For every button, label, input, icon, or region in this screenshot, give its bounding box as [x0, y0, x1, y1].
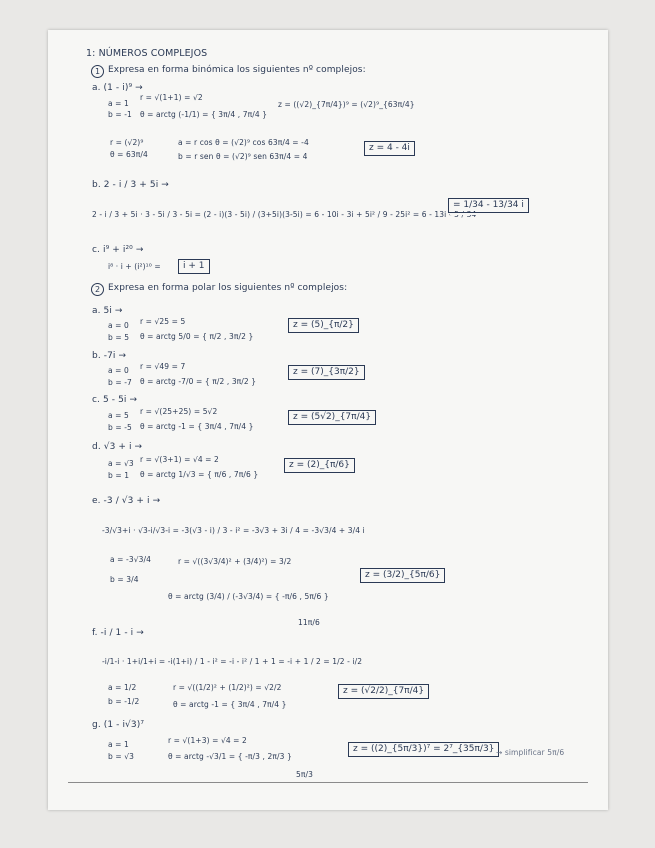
ex2e-b: b = 3/4 [110, 575, 139, 584]
ex2f-result-box: z = (√2/2)_{7π/4} [338, 684, 429, 699]
ex1c-heading: c. i⁹ + i²⁰ → [92, 245, 144, 255]
ex2b-modulus: r = √49 = 7 [140, 362, 186, 371]
ex1b-result-box: = 1/34 - 13/34 i [448, 198, 529, 213]
ex2a-heading: a. 5i → [92, 306, 123, 316]
ex2b-heading: b. -7i → [92, 351, 127, 361]
ex2b-a: a = 0 [108, 366, 129, 375]
ex2a-argument: θ = arctg 5/0 = { π/2 , 3π/2 } [140, 332, 254, 341]
ex2a-modulus: r = √25 = 5 [140, 317, 186, 326]
ex2b-result-box: z = (7)_{3π/2} [288, 365, 365, 380]
ex2g-heading: g. (1 - i√3)⁷ [92, 720, 145, 730]
ex2c-modulus: r = √(25+25) = 5√2 [140, 407, 218, 416]
ex2d-heading: d. √3 + i → [92, 442, 143, 452]
ex1a-polar-power: z = ((√2)_{7π/4})⁹ = (√2)⁹_{63π/4} [278, 100, 415, 109]
ex1a-theta: θ = 63π/4 [110, 150, 148, 159]
ex2e-modulus: r = √((3√3/4)² + (3/4)²) = 3/2 [178, 557, 292, 566]
ex2c-heading: c. 5 - 5i → [92, 395, 138, 405]
ex2f-a: a = 1/2 [108, 683, 137, 692]
ex2c-a: a = 5 [108, 411, 129, 420]
ex1a-real-part: a = r cos θ = (√2)⁹ cos 63π/4 = -4 [178, 138, 309, 147]
ex1c-work: i⁸ · i + (i²)¹⁰ = [108, 262, 161, 271]
ex2g-simplify-note: → simplificar 5π/6 [496, 748, 565, 757]
exercise-2-number: 2 [91, 283, 104, 296]
ex2g-result-box: z = ((2)_{5π/3})⁷ = 2⁷_{35π/3} [348, 742, 499, 757]
ex2f-modulus: r = √((1/2)² + (1/2)²) = √2/2 [173, 683, 282, 692]
exercise-2-instruction: Expresa en forma polar los siguientes nº complejos: [108, 283, 348, 293]
ex2c-b: b = -5 [108, 423, 132, 432]
page-bottom-rule [68, 782, 588, 783]
ex2e-argument: θ = arctg (3/4) / (-3√3/4) = { -π/6 , 5π/6 } [168, 592, 329, 601]
page-title: 1: NÚMEROS COMPLEJOS [86, 48, 208, 59]
ex2a-b: b = 5 [108, 333, 130, 342]
ex2e-work: -3/√3+i · √3-i/√3-i = -3(√3 - i) / 3 - i² = -3√3 + 3i / 4 = -3√3/4 + 3/4 i [102, 526, 365, 535]
ex2a-a: a = 0 [108, 321, 129, 330]
ex2d-b: b = 1 [108, 471, 130, 480]
ex2d-result-box: z = (2)_{π/6} [284, 458, 355, 473]
notebook-page [48, 30, 608, 810]
ex2e-argument-alt: 11π/6 [298, 618, 320, 627]
ex2e-heading: e. -3 / √3 + i → [92, 496, 161, 506]
ex2d-a: a = √3 [108, 459, 134, 468]
ex2e-result-box: z = (3/2)_{5π/6} [360, 568, 445, 583]
ex1b-work: 2 - i / 3 + 5i · 3 - 5i / 3 - 5i = (2 - i)(3 - 5i) / (3+5i)(3-5i) = 6 - 10i - 3i + 5i² / 9 - 25i² = 6 - 13i - 5 / 34 [92, 210, 477, 219]
exercise-1-instruction: Expresa en forma binómica los siguientes nº complejos: [108, 65, 366, 75]
ex2g-a: a = 1 [108, 740, 129, 749]
ex2f-b: b = -1/2 [108, 697, 140, 706]
ex1a-b: b = -1 [108, 110, 132, 119]
ex2b-b: b = -7 [108, 378, 132, 387]
ex2g-modulus: r = √(1+3) = √4 = 2 [168, 736, 247, 745]
ex2g-argument-alt: 5π/3 [296, 770, 313, 779]
ex2d-modulus: r = √(3+1) = √4 = 2 [140, 455, 219, 464]
ex1b-heading: b. 2 - i / 3 + 5i → [92, 180, 169, 190]
ex1a-argument: θ = arctg (-1/1) = { 3π/4 , 7π/4 } [140, 110, 268, 119]
ex1a-a: a = 1 [108, 99, 129, 108]
ex1c-result-box: i + 1 [178, 259, 210, 274]
ex2e-a: a = -3√3/4 [110, 555, 151, 564]
ex2a-result-box: z = (5)_{π/2} [288, 318, 359, 333]
ex2c-argument: θ = arctg -1 = { 3π/4 , 7π/4 } [140, 422, 254, 431]
exercise-1-number: 1 [91, 65, 104, 78]
ex1a-modulus: r = √(1+1) = √2 [140, 93, 203, 102]
ex2f-argument: θ = arctg -1 = { 3π/4 , 7π/4 } [173, 700, 287, 709]
ex2b-argument: θ = arctg -7/0 = { π/2 , 3π/2 } [140, 377, 257, 386]
ex2g-argument: θ = arctg -√3/1 = { -π/3 , 2π/3 } [168, 752, 292, 761]
ex2c-result-box: z = (5√2)_{7π/4} [288, 410, 376, 425]
ex2g-b: b = √3 [108, 752, 134, 761]
ex1a-r: r = (√2)⁹ [110, 138, 144, 147]
ex2f-work: -i/1-i · 1+i/1+i = -i(1+i) / 1 - i² = -i - i² / 1 + 1 = -i + 1 / 2 = 1/2 - i/2 [102, 657, 363, 666]
ex2d-argument: θ = arctg 1/√3 = { π/6 , 7π/6 } [140, 470, 259, 479]
ex1a-result-box: z = 4 - 4i [364, 141, 415, 156]
ex2f-heading: f. -i / 1 - i → [92, 628, 144, 638]
ex1a-imag-part: b = r sen θ = (√2)⁹ sen 63π/4 = 4 [178, 152, 308, 161]
ex1a-heading: a. (1 - i)⁹ → [92, 83, 143, 93]
